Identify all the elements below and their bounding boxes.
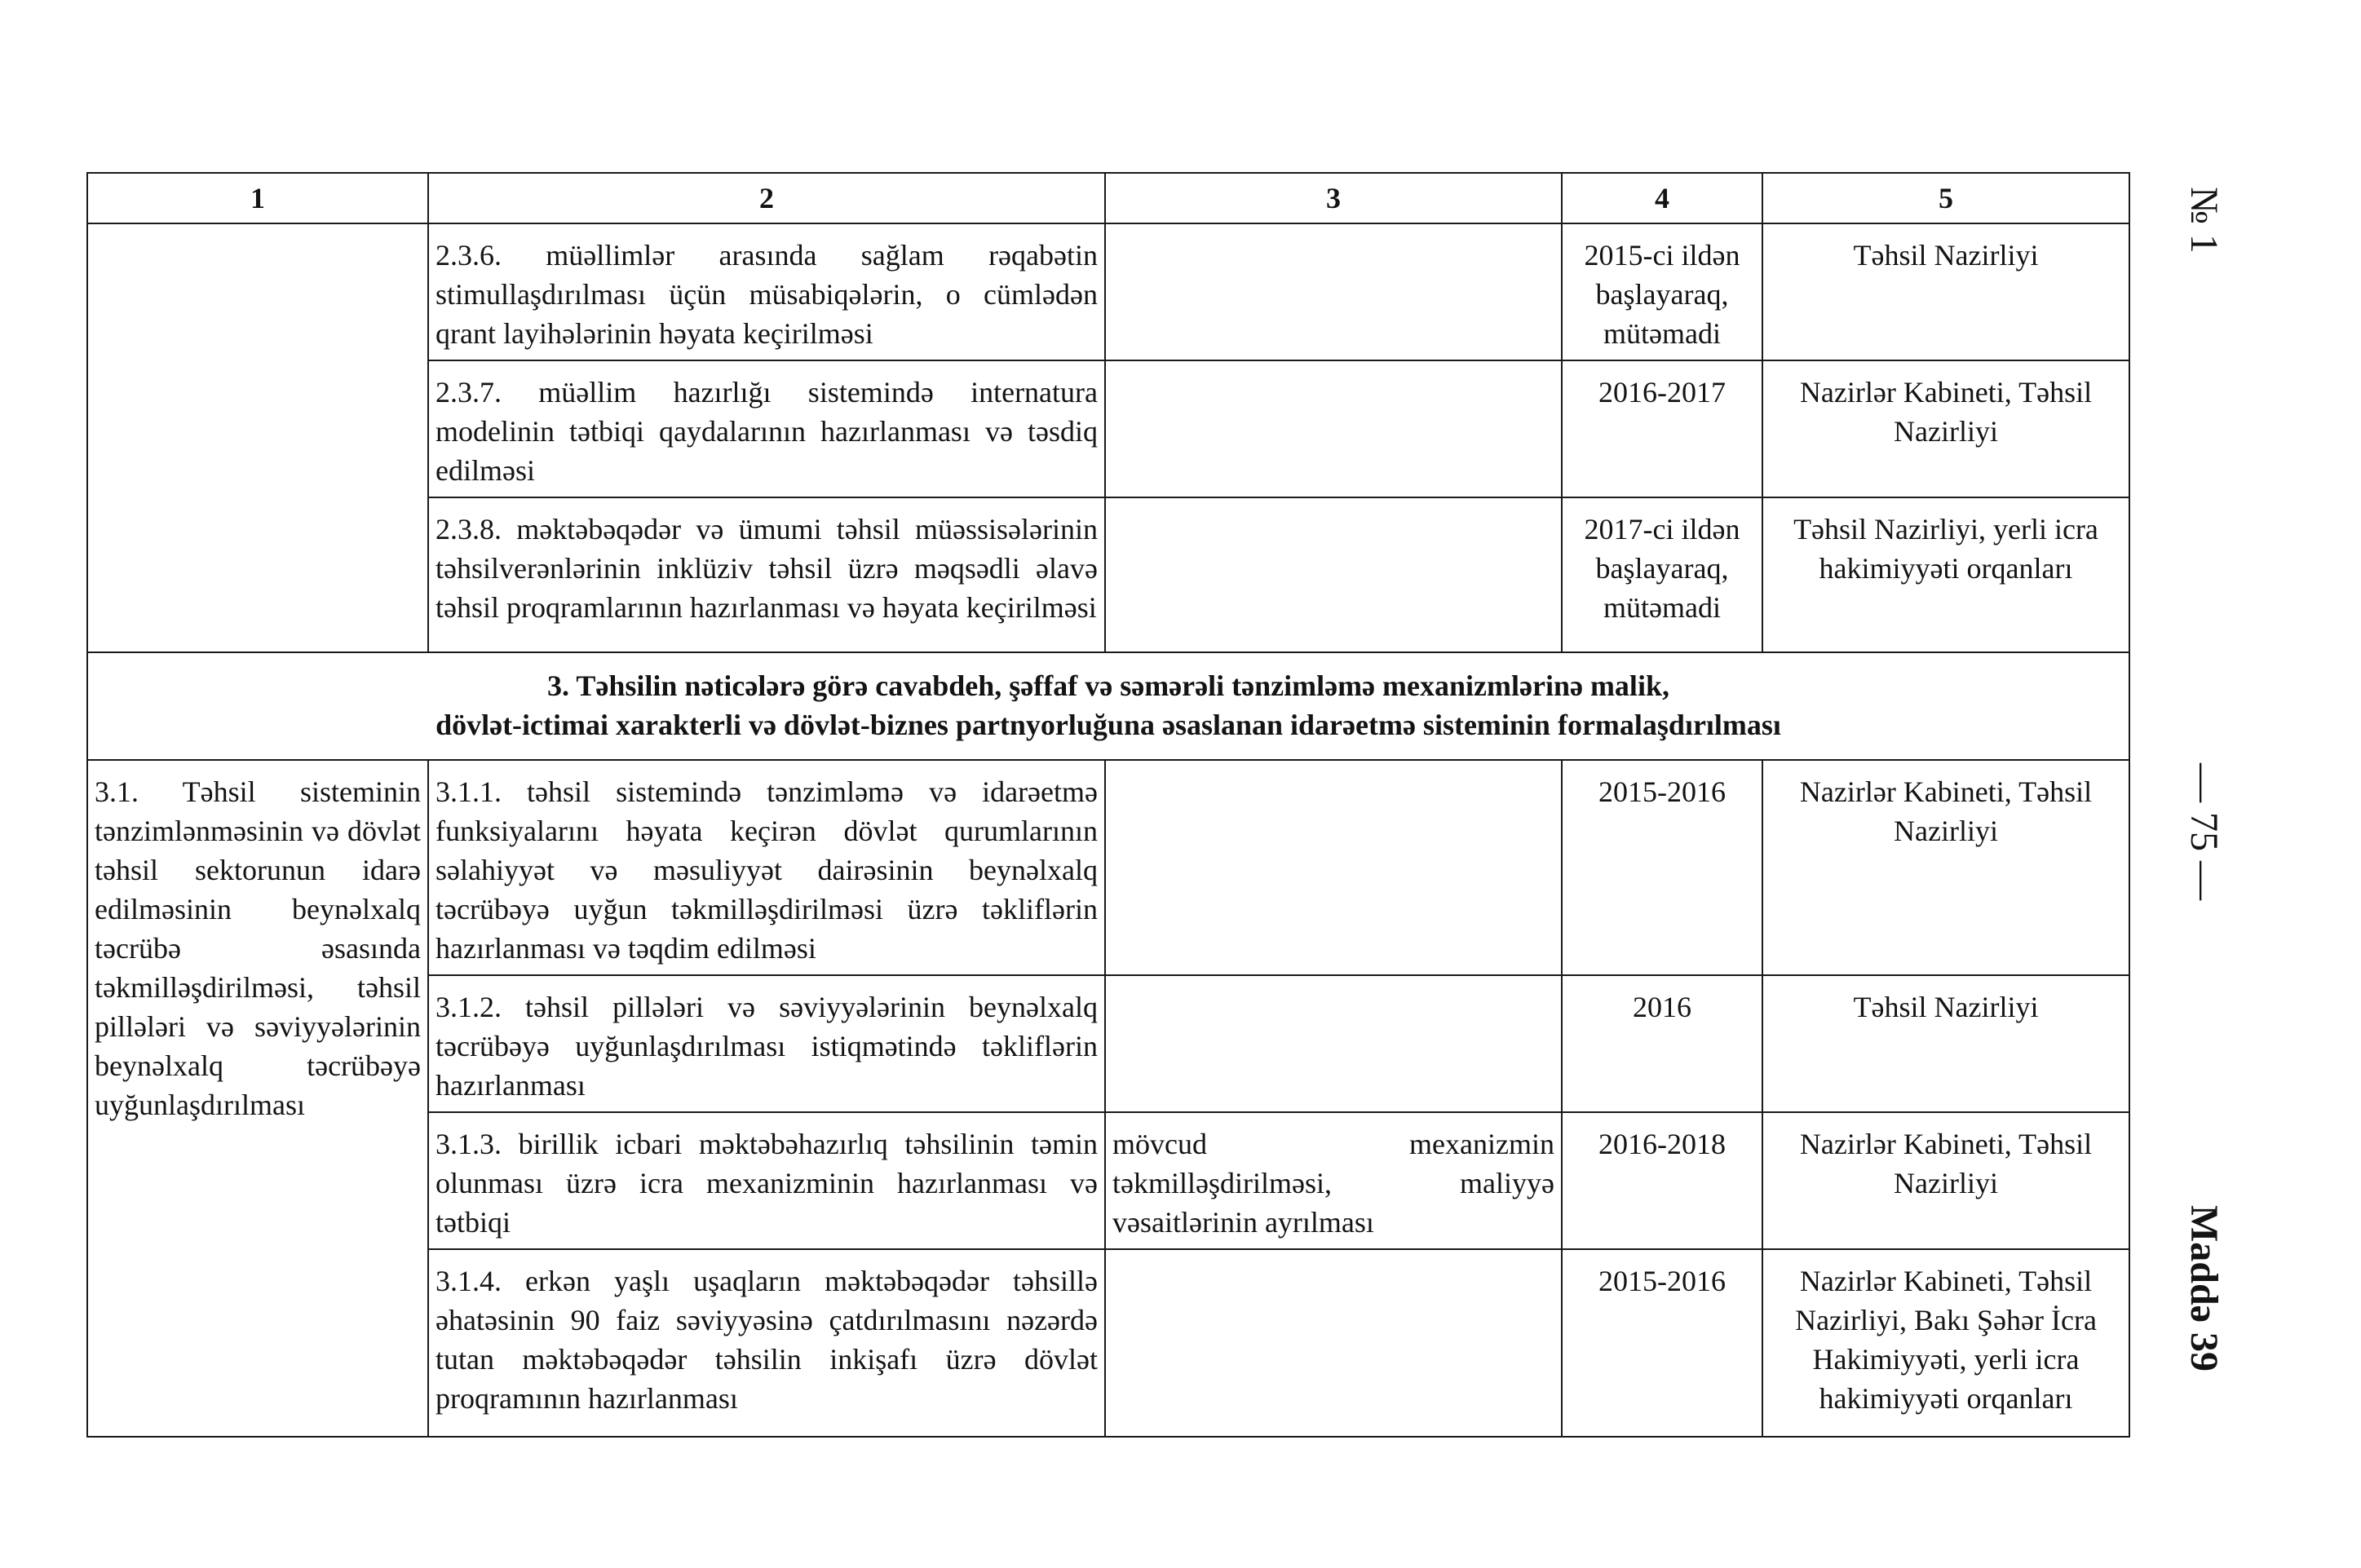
deadline-text: 2016-2017	[1562, 360, 1762, 497]
measure-text: 2.3.8. məktəbəqədər və ümumi təhsil müəssisələrinin təhsilverənlərinin inklüziv təhsil üzrə məqsədli əlavə təhsil proqramlarının hazırlanması və həyata keçirilməsi	[428, 497, 1105, 652]
executor-text: Nazirlər Kabineti, Təhsil Nazirliyi	[1762, 760, 2129, 975]
group-cell: 3.1. Təhsil sisteminin tənzimlənməsinin və dövlət təhsil sektorunun idarə edilməsinin beynəlxalq təcrübə əsasında təkmilləşdirilməsi, təhsil pillələri və səviyyələrinin beynəlxalq təcrübəyə uyğunlaşdırılması	[87, 760, 428, 1437]
column-number-4: 4	[1562, 173, 1762, 223]
article-label: Maddə 39	[2182, 1205, 2226, 1371]
measure-text: 3.1.3. birillik icbari məktəbəhazırlıq təhsilinin təmin olunması üzrə icra mexanizminin hazırlanması və tətbiqi	[428, 1112, 1105, 1249]
mechanism-text	[1105, 360, 1562, 497]
column-number-2: 2	[428, 173, 1105, 223]
document-number: № 1	[2182, 187, 2226, 254]
table-row	[87, 760, 2129, 975]
deadline-text: 2017-ci ildən başlayaraq, mütəmadi	[1562, 497, 1762, 652]
section-heading-line2: dövlət-ictimai xarakterli və dövlət-biznes partnyorluğuna əsaslanan idarəetmə sisteminin formalaşdırılması	[436, 709, 1781, 741]
group-cell-empty	[87, 223, 428, 652]
mechanism-text	[1105, 760, 1562, 975]
measure-text: 2.3.6. müəllimlər arasında sağlam rəqabətin stimullaşdırılması üçün müsabiqələrin, o cümlədən qrant layihələrinin həyata keçirilməsi	[428, 223, 1105, 360]
deadline-text: 2015-ci ildən başlayaraq, mütəmadi	[1562, 223, 1762, 360]
mechanism-text	[1105, 497, 1562, 652]
column-number-3: 3	[1105, 173, 1562, 223]
section-heading-row	[87, 652, 2129, 760]
column-number-row	[87, 173, 2129, 223]
page-number: — 75 —	[2182, 763, 2226, 900]
deadline-text: 2015-2016	[1562, 1249, 1762, 1437]
executor-text: Təhsil Nazirliyi	[1762, 975, 2129, 1112]
measure-text: 3.1.2. təhsil pillələri və səviyyələrinin beynəlxalq təcrübəyə uyğunlaşdırılması istiqmətində təkliflərin hazırlanması	[428, 975, 1105, 1112]
measure-text: 3.1.1. təhsil sistemində tənzimləmə və idarəetmə funksiyalarını həyata keçirən dövlət qurumlarının səlahiyyət və məsuliyyət dairəsinin beynəlxalq təcrübəyə uyğun təkmilləşdirilməsi üzrə təkliflərin hazırlanması və təqdim edilməsi	[428, 760, 1105, 975]
mechanism-text	[1105, 975, 1562, 1112]
executor-text: Nazirlər Kabineti, Təhsil Nazirliyi	[1762, 1112, 2129, 1249]
executor-text: Nazirlər Kabineti, Təhsil Nazirliyi	[1762, 360, 2129, 497]
deadline-text: 2015-2016	[1562, 760, 1762, 975]
mechanism-text	[1105, 1249, 1562, 1437]
action-plan-table	[86, 172, 2130, 1438]
column-number-5: 5	[1762, 173, 2129, 223]
deadline-text: 2016	[1562, 975, 1762, 1112]
deadline-text: 2016-2018	[1562, 1112, 1762, 1249]
executor-text: Nazirlər Kabineti, Təhsil Nazirliyi, Bakı Şəhər İcra Hakimiyyəti, yerli icra hakimiyyəti orqanları	[1762, 1249, 2129, 1437]
mechanism-text	[1105, 223, 1562, 360]
section-heading-line1: 3. Təhsilin nəticələrə görə cavabdeh, şəffaf və səmərəli tənzimləmə mexanizmlərinə malik,	[547, 669, 1669, 702]
table-row	[87, 223, 2129, 360]
measure-text: 3.1.4. erkən yaşlı uşaqların məktəbəqədər təhsillə əhatəsinin 90 faiz səviyyəsinə çatdırılmasını nəzərdə tutan məktəbəqədər təhsilin inkişafı üzrə dövlət proqramının hazırlanması	[428, 1249, 1105, 1437]
mechanism-text: mövcud mexanizmin təkmilləşdirilməsi, maliyyə vəsaitlərinin ayrılması	[1105, 1112, 1562, 1249]
measure-text: 2.3.7. müəllim hazırlığı sistemində internatura modelinin tətbiqi qaydalarının hazırlanması və təsdiq edilməsi	[428, 360, 1105, 497]
section-heading	[87, 652, 2129, 760]
executor-text: Təhsil Nazirliyi, yerli icra hakimiyyəti orqanları	[1762, 497, 2129, 652]
column-number-1: 1	[87, 173, 428, 223]
executor-text: Təhsil Nazirliyi	[1762, 223, 2129, 360]
